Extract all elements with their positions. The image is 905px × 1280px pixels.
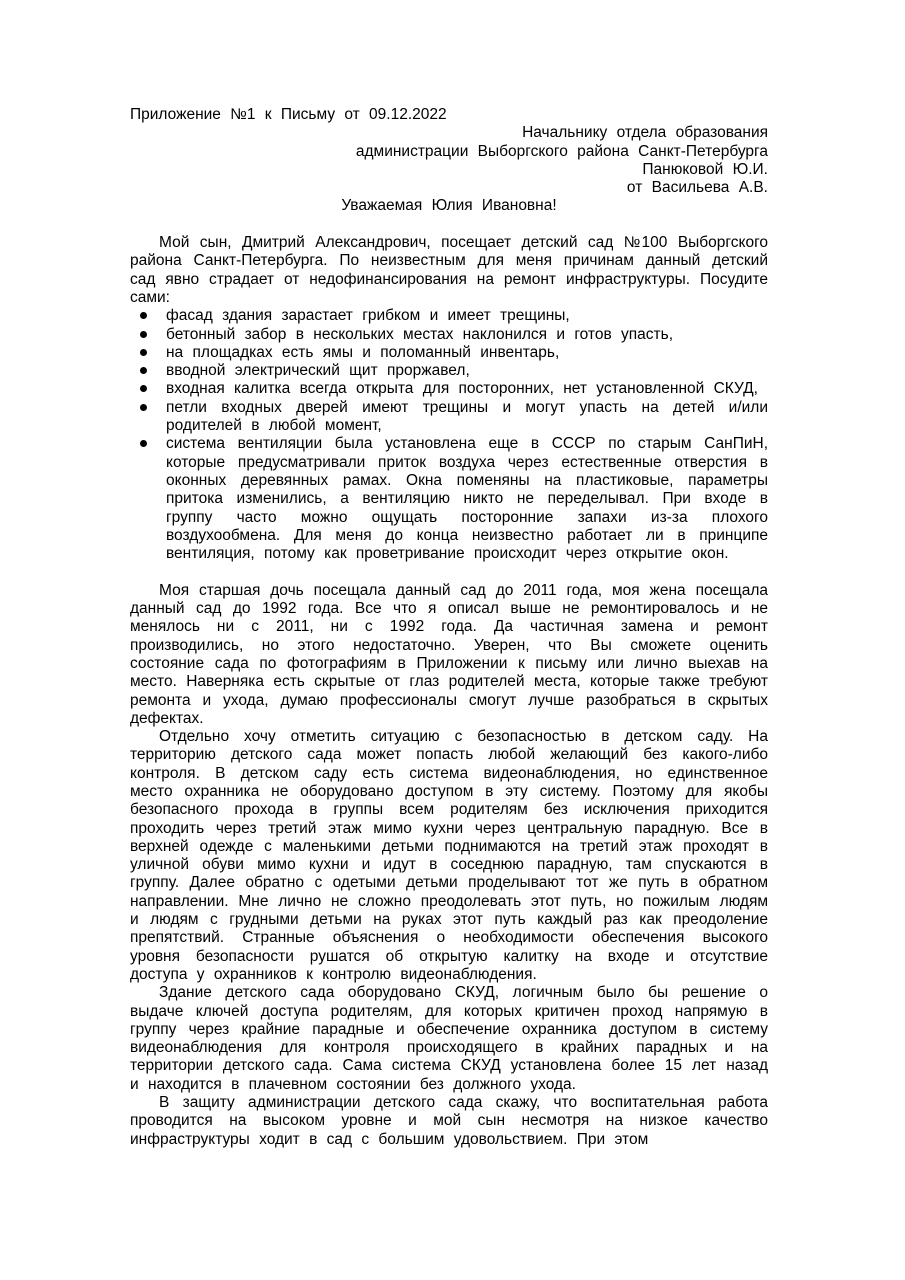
body-paragraphs: [130, 582, 768, 1149]
recipient-line: от Васильева А.В.: [626, 179, 768, 197]
issue-item: система вентиляции была установлена еще в СССР по старым СанПиН, которые предусматривали приток воздуха через естественные отверстия в оконных деревянных рамах. Окна поменяны на пластиковые, параметры притока изменились, а вентиляцию никто не переделывал. При входе в группу часто можно ощущать посторонние запахи из-за плохого воздухообмена. Для меня до конца неизвестно работает ли в принципе вентиляция, потому как проветривание происходит через открытие окон.: [130, 435, 768, 563]
body-paragraph: В защиту администрации детского сада скажу, что воспитательная работа проводится на высоком уровне и мой сын несмотря на низкое качество инфраструктуры ходит в сад с большим удовольствием. При этом: [130, 1094, 768, 1148]
body-paragraph: Отдельно хочу отметить ситуацию с безопасностью в детском саду. На территорию детского сада может попасть любой желающий без какого-либо контроля. В детском саду есть система видеонаблюдения, но единственное место охранника не оборудовано доступом в эту систему. Поэтому для якобы безопасного прохода в группы всем родителям без исключения приходится проходить через третий этаж мимо кухни через центральную парадную. Все в верхней одежде с маленькими детьми поднимаются на третий этаж проходят в уличной обуви мимо кухни и идут в соседнюю парадную, там спускаются в группу. Далее обратно с одетыми детьми проделывают тот же путь в обратном направлении. Мне лично не сложно преодолевать этот путь, но пожилым людям и людям с грудными детьми на руках этот путь каждый раз как преодоление препятствий. Странные объяснения о необходимости обеспечения высокого уровня безопасности рушатся об открытую калитку на входе и отсутствие доступа у охранников к контролю видеонаблюдения.: [130, 728, 768, 983]
issue-item: вводной электрический щит проржавел,: [130, 362, 768, 380]
salutation: Уважаемая Юлия Ивановна!: [341, 197, 557, 215]
body-paragraph: Моя старшая дочь посещала данный сад до 2011 года, моя жена посещала данный сад до 1992 года. Все что я описал выше не ремонтировалось и не менялось ни с 2011, ни с 1992 года. Да частичная замена и ремонт производились, но этого недостаточно. Уверен, что Вы сможете оценить состояние сада по фотографиям в Приложении к письму или лично выехав на место. Наверняка есть скрытые от глаз родителей места, которые также требуют ремонта и ухода, думаю профессионалы смогут лучше разобраться в скрытых дефектах.: [130, 581, 768, 727]
intro-paragraph: Мой сын, Дмитрий Александрович, посещает детский сад №100 Выборгского района Санкт-Петербурга. По неизвестным для меня причинам данный детский сад явно страдает от недофинансирования на ремонт инфраструктуры. Посудите сами:: [130, 234, 768, 306]
issue-item: на площадках есть ямы и поломанный инвентарь,: [130, 344, 768, 362]
recipient-line: Панюковой Ю.И.: [642, 160, 768, 178]
issue-item: входная калитка всегда открыта для посторонних, нет установленной СКУД,: [130, 380, 768, 398]
recipient-block: [130, 124, 768, 197]
issues-list: [130, 307, 768, 563]
issue-item: петли входных дверей имеют трещины и могут упасть на детей и/или родителей в любой момент,: [130, 399, 768, 436]
issue-item: бетонный забор в нескольких местах наклонился и готов упасть,: [130, 326, 768, 344]
attachment-header: Приложение №1 к Письму от 09.12.2022: [130, 106, 447, 123]
letter-content: [130, 106, 768, 1149]
recipient-line: Начальнику отдела образования: [522, 124, 768, 142]
issue-item: фасад здания зарастает грибком и имеет трещины,: [130, 307, 768, 325]
body-paragraph: Здание детского сада оборудовано СКУД, логичным было бы решение о выдаче ключей доступа родителям, для которых критичен проход напрямую в группу через крайние парадные и обеспечение охранника доступом в систему видеонаблюдения для контроля происходящего в крайних парадных и на территории детского сада. Сама система СКУД установлена более 15 лет назад и находится в плачевном состоянии без должного ухода.: [130, 984, 768, 1093]
recipient-line: администрации Выборгского района Санкт-Петербурга: [355, 142, 768, 160]
